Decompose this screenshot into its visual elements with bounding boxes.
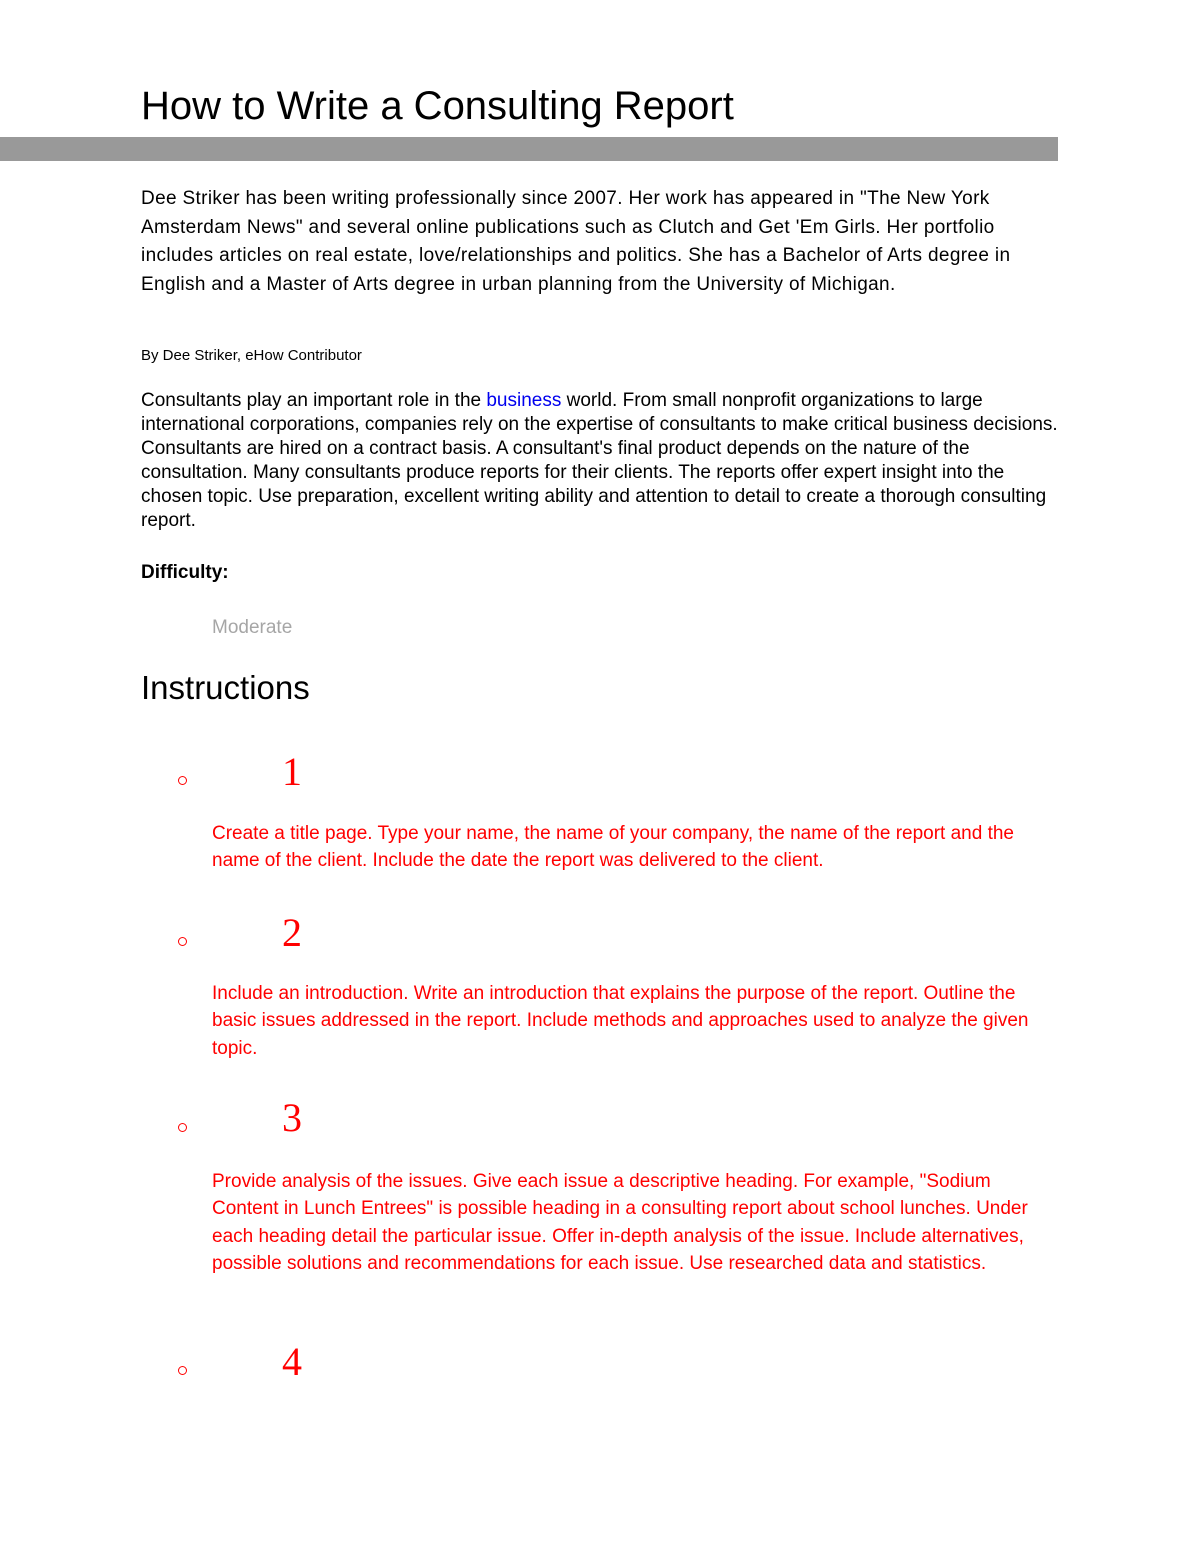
- instructions-heading: Instructions: [141, 669, 310, 706]
- title-divider-bar: [0, 137, 1058, 161]
- page-title: How to Write a Consulting Report: [141, 84, 734, 128]
- step-text: Create a title page. Type your name, the name of your company, the name of the report and the name of the client. Include the date the report was delivered to the client.: [212, 823, 1014, 872]
- circle-bullet-icon: [178, 1366, 187, 1375]
- step-number: 4: [282, 1339, 302, 1384]
- business-link[interactable]: business: [486, 390, 562, 411]
- step-text: Provide analysis of the issues. Give each issue a descriptive heading. For example, "Sodium Content in Lunch Entrees" is possible heading in a consulting report about school lunches. Under each heading detail the particular issue. Offer in-depth analysis of the issue. Include alternatives, possible solutions and recommendations for each issue. Use researched data and statistics.: [212, 1171, 1028, 1275]
- step-number: 3: [282, 1095, 302, 1140]
- byline: By Dee Striker, eHow Contributor: [141, 347, 362, 364]
- difficulty-value: Moderate: [212, 617, 293, 638]
- step-number: 2: [282, 910, 302, 955]
- difficulty-label: Difficulty:: [141, 562, 229, 583]
- circle-bullet-icon: [178, 1123, 187, 1132]
- author-bio: Dee Striker has been writing professionally since 2007. Her work has appeared in "The New York Amsterdam News" and several online publications such as Clutch and Get 'Em Girls. Her portfolio includes articles on real estate, love/relationships and politics. She has a Bachelor of Arts degree in English and a Master of Arts degree in urban planning from the University of Michigan.: [141, 188, 1011, 295]
- step-number: 1: [282, 749, 302, 794]
- intro-text-start: Consultants play an important role in the: [141, 390, 487, 411]
- step-text: Include an introduction. Write an introduction that explains the purpose of the report. Outline the basic issues addressed in the report. Include methods and approaches used to analyze the given topic.: [212, 983, 1029, 1059]
- circle-bullet-icon: [178, 776, 187, 785]
- circle-bullet-icon: [178, 937, 187, 946]
- intro-paragraph: [141, 389, 1066, 533]
- intro-text-end: world. From small nonprofit organizations to large international corporations, companies rely on the expertise of consultants to make critical business decisions. Consultants are hired on a contract basis. A consultant's final product depends on the nature of the consultation. Many consultants produce reports for their clients. The reports offer expert insight into the chosen topic. Use preparation, excellent writing ability and attention to detail to create a thorough consulting report.: [141, 390, 1058, 531]
